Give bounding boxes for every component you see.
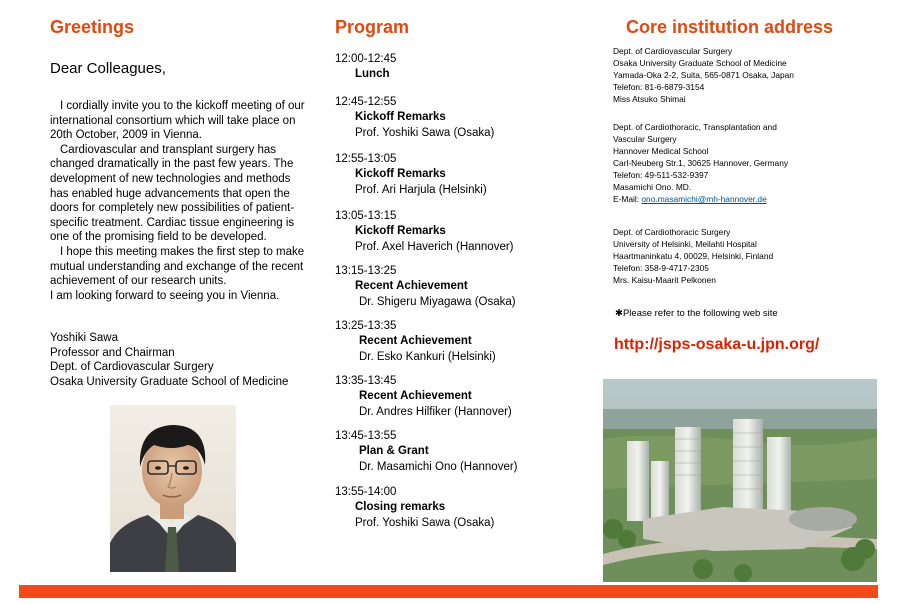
address-heading: Core institution address [626, 17, 834, 37]
footer-bar [19, 585, 878, 598]
program-title: Recent Achievement [359, 335, 472, 348]
address-line: Telefon: 81-6-6879-3154 [613, 82, 705, 92]
aerial-photo [603, 379, 877, 582]
program-time: 12:00-12:45 [335, 53, 397, 65]
paragraph-closing: I am looking forward to seeing you in Vienna. [50, 289, 280, 302]
program-speaker: Prof. Axel Haverich (Hannover) [355, 240, 514, 253]
program-time: 13:25-13:35 [335, 320, 397, 332]
program-speaker: Dr. Masamichi Ono (Hannover) [359, 460, 518, 473]
program-item [335, 152, 487, 198]
program-item [335, 485, 494, 531]
program-speaker: Dr. Andres Hilfiker (Hannover) [359, 405, 512, 418]
program-item [335, 52, 396, 83]
program-title: Kickoff Remarks [355, 225, 446, 238]
program-time: 12:45-12:55 [335, 96, 397, 108]
program-speaker: Prof. Ari Harjula (Helsinki) [355, 183, 487, 196]
program-item [335, 374, 512, 420]
signature-institution: Osaka University Graduate School of Medicine [50, 375, 289, 388]
program-time: 13:05-13:15 [335, 210, 397, 222]
program-item [335, 95, 494, 141]
program-speaker: Dr. Shigeru Miyagawa (Osaka) [359, 295, 516, 308]
address-line: Dept. of Cardiothoracic, Transplantation and [613, 122, 777, 132]
signature-dept: Dept. of Cardiovascular Surgery [50, 361, 214, 374]
program-item [335, 209, 514, 255]
program-title: Closing remarks [355, 501, 446, 514]
paragraph-background: Cardiovascular and transplant surgery has changed dramatically in the past few years. The development of new technologies and methods has enabled huge advancements that open the doors for completely new possibilities of patient-specific treatment. Cardiac tissue engineering is one of the promising field to be developed. [50, 143, 295, 244]
email-line [613, 193, 883, 205]
address-line: Dept. of Cardiothoracic Surgery [613, 227, 731, 237]
program-time: 13:55-14:00 [335, 486, 397, 498]
website-url-link[interactable]: http://jsps-osaka-u.jpn.org/ [614, 336, 820, 353]
portrait-photo [110, 405, 236, 572]
address-block-hannover [613, 121, 883, 205]
address-line: Masamichi Ono. MD. [613, 182, 692, 192]
website-note: ✱Please refer to the following web site [615, 308, 778, 319]
salutation: Dear Colleagues, [50, 60, 166, 77]
paragraph-hope: I hope this meeting makes the first step to make mutual understanding and exchange of the recent achievement of our research units. [50, 245, 305, 288]
program-item [335, 264, 516, 310]
program-item [335, 429, 518, 475]
program-title: Lunch [355, 68, 390, 81]
program-time: 13:45-13:55 [335, 430, 397, 442]
paragraph-invitation: I cordially invite you to the kickoff meeting of our international consortium which will take place on 20th October, 2009 in Vienna. [50, 100, 305, 142]
address-line: Osaka University Graduate School of Medicine [613, 58, 787, 68]
program-time: 13:35-13:45 [335, 375, 397, 387]
greetings-body [50, 99, 308, 303]
program-title: Kickoff Remarks [355, 111, 446, 124]
address-line: Hannover Medical School [613, 146, 709, 156]
program-title: Plan & Grant [359, 445, 429, 458]
address-line: University of Helsinki, Meilahti Hospital [613, 239, 757, 249]
program-time: 12:55-13:05 [335, 153, 397, 165]
greetings-heading: Greetings [50, 17, 135, 37]
address-line: Carl-Neuberg Str.1, 30625 Hannover, Germany [613, 158, 789, 168]
program-speaker: Prof. Yoshiki Sawa (Osaka) [355, 516, 495, 529]
program-speaker: Prof. Yoshiki Sawa (Osaka) [355, 126, 495, 139]
program-title: Kickoff Remarks [355, 168, 446, 181]
signature-title: Professor and Chairman [50, 346, 175, 359]
address-line: Miss Atsuko Shimai [613, 94, 686, 104]
address-block-helsinki [613, 226, 883, 286]
address-line: Dept. of Cardiovascular Surgery [613, 46, 733, 56]
address-line: Yamada-Oka 2-2, Suita, 565-0871 Osaka, Japan [613, 70, 794, 80]
program-speaker: Dr. Esko Kankuri (Helsinki) [359, 350, 496, 363]
signature [50, 331, 288, 389]
signature-name: Yoshiki Sawa [50, 332, 118, 344]
address-block-osaka [613, 45, 883, 105]
program-time: 13:15-13:25 [335, 265, 397, 277]
address-line: Telefon: 358-9-4717-2305 [613, 263, 709, 273]
address-line: Haartmaninkatu 4, 00029, Helsinki, Finland [613, 251, 774, 261]
program-item [335, 319, 496, 365]
program-title: Recent Achievement [359, 390, 472, 403]
email-link[interactable]: ono.masamichi@mh-hannover.de [641, 194, 767, 204]
program-heading: Program [335, 17, 410, 37]
email-label: E-Mail: [613, 194, 642, 204]
address-line: Mrs. Kaisu-Maarit Pelkonen [613, 275, 716, 285]
address-line: Vascular Surgery [613, 134, 677, 144]
address-line: Telefon: 49-511-532-9397 [613, 170, 709, 180]
program-title: Recent Achievement [355, 280, 468, 293]
